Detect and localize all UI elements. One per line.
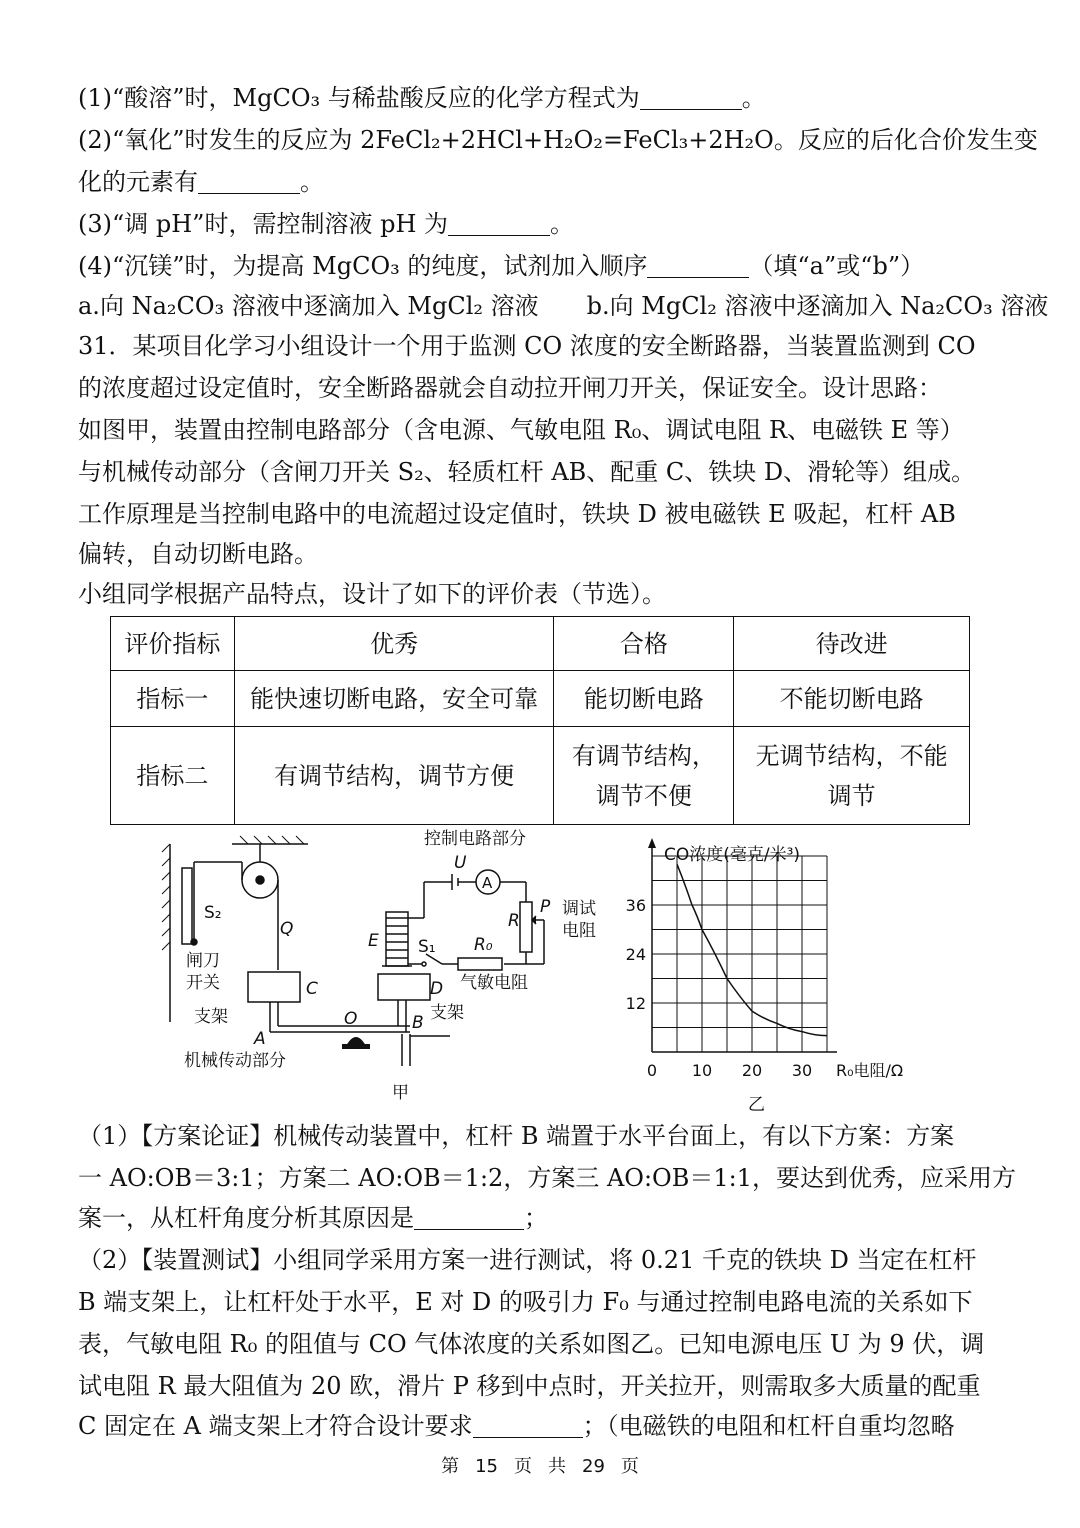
footer-di: 第	[441, 1456, 460, 1477]
table-cell: 能切断电路	[554, 671, 734, 727]
label-s1: S₁	[418, 937, 436, 957]
chart-y-axis-arrow	[648, 838, 656, 848]
table-cell-line: 有调节结构，	[571, 741, 716, 770]
q30-part1-text: (1)“酸溶”时，MgCO₃ 与稀盐酸反应的化学方程式为	[78, 84, 640, 112]
footer-ye-2: 页	[620, 1456, 639, 1477]
label-u: U	[454, 853, 467, 873]
sub1-line1: （1）【方案论证】机械传动装置中，杠杆 B 端置于水平台面上，有以下方案：方案	[78, 1122, 955, 1150]
table-cell-line: 无调节结构，不能	[755, 741, 948, 770]
chart-y-tick-label: 12	[625, 994, 646, 1013]
label-p: P	[540, 897, 551, 917]
q30-part3-text: (3)“调 pH”时，需控制溶液 pH 为	[78, 210, 449, 238]
q30-part2-line2	[78, 162, 324, 202]
sub1-line3	[78, 1198, 548, 1238]
answer-blank-2[interactable]	[198, 167, 300, 194]
answer-blank-6[interactable]	[473, 1411, 583, 1438]
sub1-line3-text: 案一，从杠杆角度分析其原因是	[78, 1204, 414, 1232]
evaluation-table	[110, 616, 970, 825]
figure-jia-yi	[160, 822, 920, 1112]
q31-line3: 如图甲，装置由控制电路部分（含电源、气敏电阻 R₀、调试电阻 R、电磁铁 E 等）	[78, 416, 964, 444]
option-b: b.向 MgCl₂ 溶液中逐滴加入 Na₂CO₃ 溶液	[586, 292, 1049, 320]
option-a: a.向 Na₂CO₃ 溶液中逐滴加入 MgCl₂ 溶液	[78, 292, 539, 320]
label-support-left: 支架	[194, 1007, 228, 1027]
electromagnet-e	[382, 912, 412, 966]
page-footer	[0, 1452, 1080, 1478]
q30-part1	[78, 78, 766, 118]
footer-gong: 共	[548, 1456, 566, 1477]
sub1-line3-end: ；	[524, 1204, 548, 1232]
label-zhadao-1: 闸刀	[186, 951, 220, 971]
table-cell: 有调节结构，调节方便	[234, 727, 554, 825]
q30-part2-end: 。	[300, 168, 324, 196]
chart-x-tick-label: 30	[791, 1061, 813, 1080]
label-control-circuit: 控制电路部分	[424, 829, 526, 849]
label-support-right: 支架	[430, 1003, 464, 1023]
label-qimin: 气敏电阻	[460, 973, 528, 993]
sub2-line5-text: C 固定在 A 端支架上才符合设计要求	[78, 1412, 473, 1440]
table-cell-line: 调节	[827, 781, 876, 810]
pulley	[242, 844, 278, 970]
lever-ab	[270, 1002, 410, 1032]
sub2-line5	[78, 1406, 955, 1446]
sub2-line5-end: ；（电磁铁的电阻和杠杆自重均忽略	[582, 1412, 955, 1440]
table-row	[111, 671, 970, 727]
chart-y-tick-label: 24	[625, 945, 646, 964]
footer-ye: 页	[514, 1456, 532, 1477]
caption-jia: 甲	[392, 1083, 409, 1103]
chart-x-axis-label: R₀电阻/Ω	[836, 1061, 904, 1080]
q30-part1-end: 。	[741, 84, 766, 112]
label-a: A	[254, 1029, 266, 1049]
label-o: O	[344, 1009, 358, 1029]
table-cell	[734, 727, 970, 825]
q31-line6: 偏转，自动切断电路。	[78, 540, 318, 568]
table-row	[111, 727, 970, 825]
table-header-cell: 合格	[554, 617, 734, 671]
chart-yi	[626, 838, 837, 1080]
footer-page-number: 15	[475, 1456, 498, 1477]
sub2-line2: B 端支架上，让杠杆处于水平，E 对 D 的吸引力 F₀ 与通过控制电路电流的关系如下	[78, 1288, 973, 1316]
label-d: D	[430, 979, 444, 999]
footer-total-pages: 29	[582, 1456, 605, 1477]
chart-y-tick-label: 36	[625, 896, 646, 915]
table-cell-line: 调节不便	[595, 781, 692, 810]
q31-line4: 与机械传动部分（含闸刀开关 S₂、轻质杠杆 AB、配重 C、铁块 D、滑轮等）组成。	[78, 458, 976, 486]
answer-blank-5[interactable]	[414, 1203, 524, 1230]
table-header-cell: 待改进	[734, 617, 970, 671]
q30-options	[78, 286, 1048, 326]
q31-line2: 的浓度超过设定值时，安全断路器就会自动拉开闸刀开关，保证安全。设计思路：	[78, 374, 942, 402]
label-q: Q	[280, 919, 294, 939]
label-r: R	[508, 911, 520, 931]
label-e: E	[368, 931, 379, 951]
q30-part3	[78, 204, 574, 244]
sub2-line4: 试电阻 R 最大阻值为 20 欧，滑片 P 移到中点时，开关拉开，则需取多大质量的配重	[78, 1372, 981, 1400]
sub2-line1: （2）【装置测试】小组同学采用方案一进行测试，将 0.21 千克的铁块 D 当定在杠杆	[78, 1246, 977, 1274]
chart-y-axis-label: CO浓度(毫克/米³)	[664, 845, 801, 865]
caption-yi: 乙	[748, 1095, 765, 1112]
q31-line7: 小组同学根据产品特点，设计了如下的评价表（节选）。	[78, 580, 666, 608]
label-tiaoshi-2: 电阻	[562, 921, 596, 941]
q30-part4-text: (4)“沉镁”时，为提高 MgCO₃ 的纯度，试剂加入顺序	[78, 252, 648, 280]
sub2-line3: 表，气敏电阻 R₀ 的阻值与 CO 气体浓度的关系如图乙。已知电源电压 U 为 9 伏，调	[78, 1330, 985, 1358]
label-tiaoshi-1: 调试	[562, 899, 596, 919]
table-header-row	[111, 617, 970, 671]
answer-blank-1[interactable]	[640, 83, 742, 110]
q30-part3-end: 。	[550, 210, 575, 238]
table-cell: 不能切断电路	[734, 671, 970, 727]
chart-x-tick-label: 20	[741, 1061, 763, 1080]
chart-x-tick-label: 10	[691, 1061, 713, 1080]
label-mechanical: 机械传动部分	[184, 1051, 286, 1071]
table-header-cell: 评价指标	[111, 617, 235, 671]
q31-line1: 31．某项目化学习小组设计一个用于监测 CO 浓度的安全断路器，当装置监测到 CO	[78, 332, 976, 360]
answer-blank-3[interactable]	[448, 209, 550, 236]
q30-part2-line1: (2)“氧化”时发生的反应为 2FeCl₂+2HCl+H₂O₂=FeCl₃+2H₂O。反应的后化合价发生变	[78, 126, 1038, 154]
q31-line5: 工作原理是当控制电路中的电流超过设定值时，铁块 D 被电磁铁 E 吸起，杠杆 AB	[78, 500, 956, 528]
table-cell: 指标二	[111, 727, 235, 825]
label-b: B	[412, 1013, 424, 1033]
chart-x-tick-label: 0	[646, 1061, 658, 1080]
table-cell: 指标一	[111, 671, 235, 727]
q30-part4-end: （填“a”或“b”）	[749, 252, 925, 280]
q30-part2-text: 化的元素有	[78, 168, 198, 196]
label-r0: R₀	[474, 935, 493, 955]
table-cell: 能快速切断电路，安全可靠	[234, 671, 554, 727]
sub1-line2: 一 AO:OB＝3:1；方案二 AO:OB＝1:2，方案三 AO:OB＝1:1，要达到优秀，应采用方	[78, 1164, 1016, 1192]
label-c: C	[306, 979, 318, 999]
counterweight-c	[248, 972, 300, 1002]
label-ammeter: A	[482, 874, 493, 892]
q30-part4	[78, 246, 924, 286]
table-header-cell: 优秀	[234, 617, 554, 671]
answer-blank-4[interactable]	[647, 251, 749, 278]
fulcrum-o	[342, 1037, 370, 1049]
label-zhadao-2: 开关	[186, 973, 220, 993]
table-cell	[554, 727, 734, 825]
label-s2: S₂	[204, 903, 222, 923]
